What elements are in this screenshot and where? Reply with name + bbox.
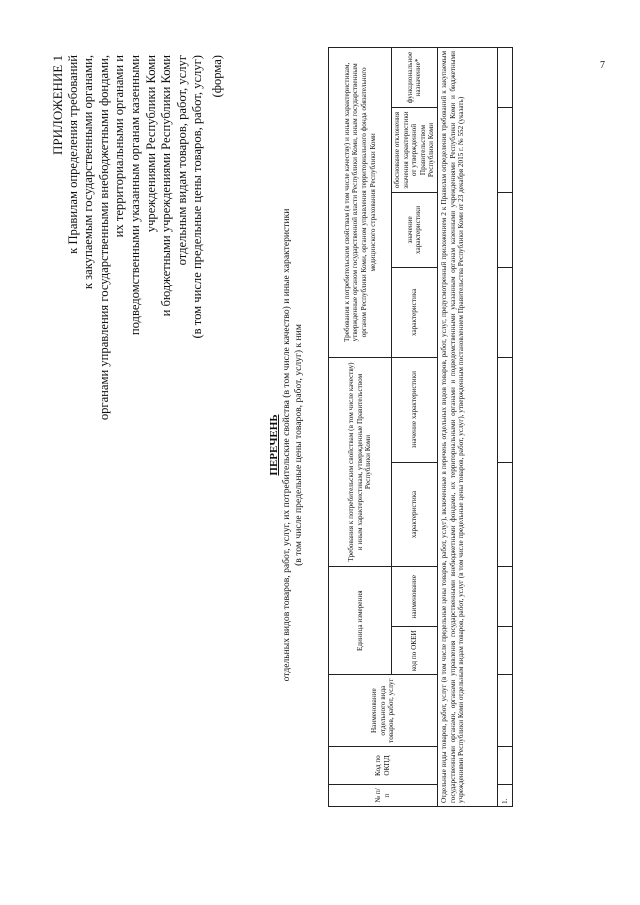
appendix-line: к Правилам определения требований [65,55,80,254]
header-gov-value: значение характеристики [392,357,438,462]
table-cell [497,462,512,567]
table-cell [497,567,512,627]
appendix-title: ПРИЛОЖЕНИЕ 1 [50,55,65,155]
table-cell [497,627,512,675]
header-agency-justification: обоснование отклонения значения характеристики от утвержденной Правительством Республики Коми [392,108,438,193]
header-unit: Единица измерения [329,567,392,675]
page-number: 7 [600,60,605,71]
table-cell [497,192,512,267]
row-number: 1. [497,785,512,807]
table-cell [497,48,512,108]
header-name: Наименование отдельного вида товаров, работ, услуг [329,675,438,747]
heading-subtitle-2: (в том числе предельные цены товаров, работ, услуг) к ним [293,324,304,566]
table-cell [497,357,512,462]
table-note: Отдельные виды товаров, работ, услуг (в том числе предельные цены товаров, работ, услуг), включенные в перечень отдельных видов товаров, работ, услуг, предусмотренный приложением 2 к Правилам определения требований к закупаемым государственными органами, органами управления государственными внебюджетными фондами, их территориальными органами и подведомственными указанным органам казенными учреждениями Республики Коми и бюджетными учреждениями Республики Коми отдельным видам товаров, работ, услуг (в том числе предельные цены товаров, работ, услуг), утвержденным постановлением Правительства Республики Коми от 23 декабря 2015 г. № 552 (указать) [437,48,497,807]
appendix-line: подведомственными указанным органам казенными [127,55,142,336]
appendix-line: органами управления государственными внебюджетными фондами, [96,55,111,421]
appendix-line: их территориальными органами и [112,55,127,238]
header-agency-requirements: Требования к потребительским свойствам (в том числе качеству) и иным характеристикам, утвержденные органом государственной власти Республики Коми, иным государственным органом Республики Коми, органом управления территориального фонда обязательного медицинского страхования Республики Коми [329,48,392,358]
header-unit-name: наименование [392,567,438,627]
header-agency-value: значение характеристики [392,192,438,267]
appendix-line: отдельным видам товаров, работ, услуг [174,55,189,266]
table-cell [497,675,512,747]
header-agency-characteristic: характеристика [392,267,438,357]
header-num: № п/п [329,785,438,807]
table-row [497,48,512,807]
appendix-line: (в том числе предельные цены товаров, работ, услуг) [190,55,205,339]
table-cell [497,747,512,785]
list-table [328,47,513,807]
header-gov-requirements: Требования к потребительским свойствам (в том числе качеству) и иным характеристикам, утвержденные Правительством Республики Коми [329,357,392,567]
appendix-line: учреждениями Республики Коми [143,55,158,233]
header-gov-characteristic: характеристика [392,462,438,567]
header-agency-purpose: функциональное назначение* [392,48,438,108]
appendix-line: и бюджетными учреждениями Республики Коми [159,55,174,317]
header-okpd: Код по ОКПД [329,747,438,785]
appendix-block [50,55,226,575]
appendix-line: к закупаемым государственными органами, [81,55,96,290]
heading-subtitle-1: отдельных видов товаров, работ, услуг, их потребительские свойства (в том числе качество) и иные характеристики [281,208,292,682]
table-cell [497,108,512,193]
document-heading [268,95,305,795]
table-cell [497,267,512,357]
form-label: (форма) [209,55,224,98]
header-unit-code: код по ОКЕИ [392,627,438,675]
heading-title: ПЕРЕЧЕНЬ [268,414,280,476]
